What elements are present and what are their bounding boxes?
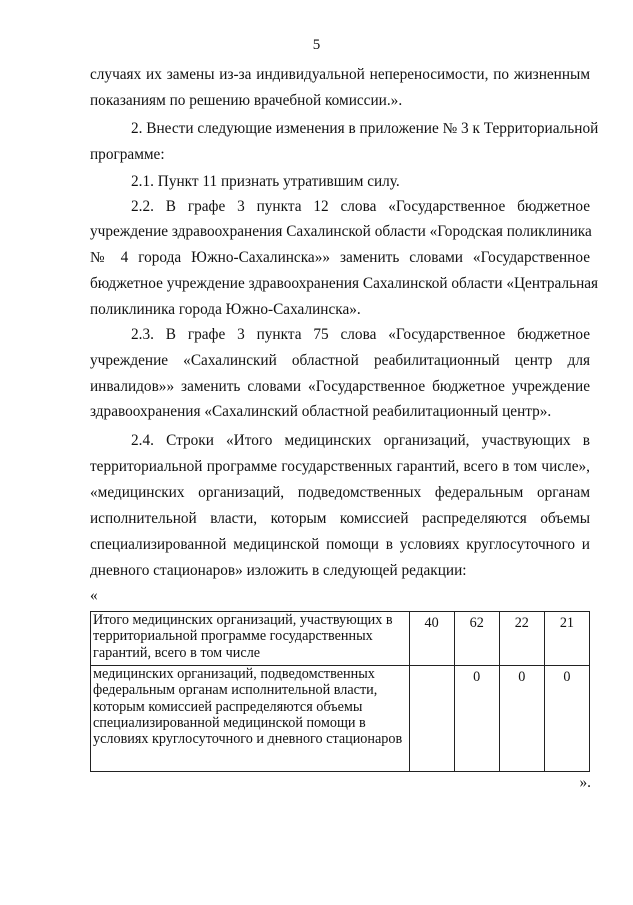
text-line: специализированной медицинской помощи в условиях круглосуточного и bbox=[90, 536, 590, 553]
amendment-table bbox=[90, 611, 590, 772]
text-line: учреждение «Сахалинский областной реабилитационный центр для bbox=[90, 352, 590, 369]
text-line: инвалидов»» заменить словами «Государственное бюджетное учреждение bbox=[90, 378, 590, 395]
text-line: учреждение здравоохранения Сахалинской области «Городская поликлиника bbox=[90, 223, 592, 240]
text-line: здравоохранения «Сахалинский областной реабилитационный центр». bbox=[90, 403, 552, 420]
table-cell-value: 21 bbox=[544, 612, 589, 666]
text-line: 2.3. В графе 3 пункта 75 слова «Государственное бюджетное bbox=[131, 326, 590, 343]
table-cell-value: 40 bbox=[409, 612, 454, 666]
table-cell-value bbox=[409, 666, 454, 772]
text-line: 2.4. Строки «Итого медицинских организаций, участвующих в bbox=[131, 432, 590, 449]
text-line: показаниям по решению врачебной комиссии.». bbox=[90, 92, 403, 109]
table-cell-name: Итого медицинских организаций, участвующих в территориальной программе государственных гарантий, всего в том числе bbox=[91, 612, 410, 666]
table-row bbox=[91, 612, 590, 666]
text-line: случаях их замены из-за индивидуальной непереносимости, по жизненным bbox=[90, 66, 590, 83]
text-line: поликлиника города Южно-Сахалинска». bbox=[90, 301, 361, 318]
text-line: программе: bbox=[90, 146, 165, 163]
text-line: 2.1. Пункт 11 признать утратившим силу. bbox=[131, 173, 400, 190]
table-cell-name: медицинских организаций, подведомственных федеральным органам исполнительной власти, которым комиссией распределяются объемы специализированной медицинской помощи в условиях круглосуточного и дневного стационаров bbox=[91, 666, 410, 772]
table-cell-value: 22 bbox=[499, 612, 544, 666]
table-cell-value: 62 bbox=[454, 612, 499, 666]
text-line: исполнительной власти, которым комиссией распределяются объемы bbox=[90, 510, 590, 527]
opening-quote: « bbox=[90, 587, 98, 604]
table-cell-value: 0 bbox=[499, 666, 544, 772]
text-line: № 4 города Южно-Сахалинска»» заменить словами «Государственное bbox=[90, 249, 590, 266]
table-cell-value: 0 bbox=[544, 666, 589, 772]
text-line: дневного стационаров» изложить в следующей редакции: bbox=[90, 562, 467, 579]
table-row bbox=[91, 666, 590, 772]
text-line: территориальной программе государственных гарантий, всего в том числе», bbox=[90, 458, 590, 475]
text-line: 2.2. В графе 3 пункта 12 слова «Государственное бюджетное bbox=[131, 198, 590, 215]
text-line: «медицинских организаций, подведомственных федеральным органам bbox=[90, 484, 590, 501]
closing-quote: ». bbox=[579, 774, 591, 791]
text-line: бюджетное учреждение здравоохранения Сахалинской области «Центральная bbox=[90, 275, 599, 292]
table-cell-value: 0 bbox=[454, 666, 499, 772]
text-line: 2. Внести следующие изменения в приложение № 3 к Территориальной bbox=[131, 120, 599, 137]
page-number: 5 bbox=[312, 37, 321, 53]
